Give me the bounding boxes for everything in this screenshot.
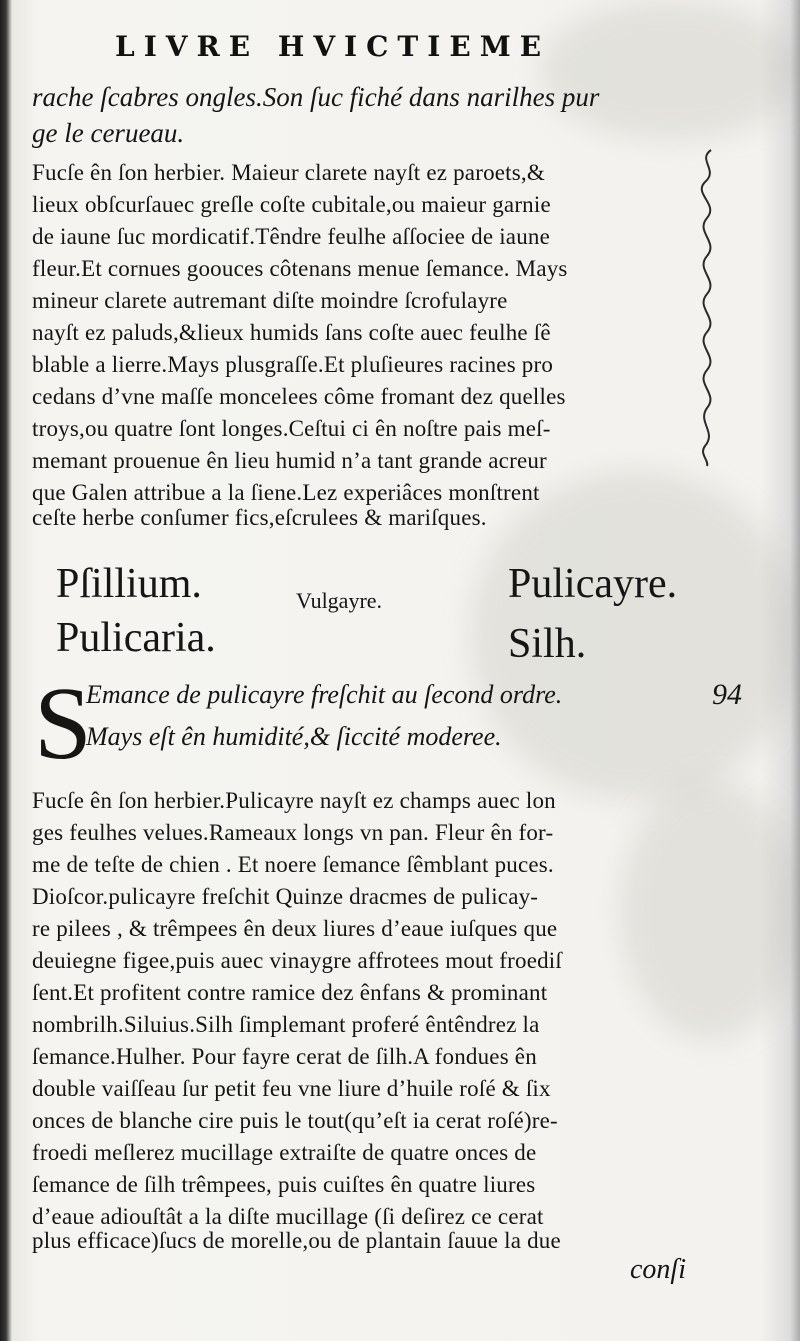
text-line: lieux obſcurſauec greſle coſte cubitale,ou maieur garnie xyxy=(32,192,551,217)
running-header: LIVRE HVICTIEME xyxy=(115,30,551,63)
page-number: 94 xyxy=(712,678,742,711)
text-line: que Galen attribue a la ſiene.Lez experiâces monſtrent xyxy=(32,480,540,505)
text-line: ges feulhes velues.Rameaux longs vn pan. Fleur ên for- xyxy=(32,820,554,845)
text-line: ceſte herbe conſumer fics,eſcrulees & mariſques. xyxy=(32,505,487,530)
page-stain xyxy=(540,0,800,140)
title-greek-name: Pſillium. xyxy=(56,561,202,607)
margin-bracket-mark xyxy=(695,148,721,468)
text-line: ſemance de ſilh trêmpees, puis cuiſtes ên quatre liures xyxy=(32,1172,536,1197)
text-line: Mays eſt ên humidité,& ſiccité moderee. xyxy=(86,722,502,751)
text-line: onces de blanche cire puis le tout(qu’eſt ia cerat roſé)re- xyxy=(32,1108,558,1133)
text-line: re pilees , & trêmpees ên deux liures d’eaue iuſques que xyxy=(32,916,558,941)
text-line: nayſt ez paluds,&lieux humids ſans coſte auec feulhe ſê xyxy=(32,320,551,345)
text-line: Fucſe ên ſon herbier.Pulicayre nayſt ez champs auec lon xyxy=(32,788,556,813)
text-line: nombrilh.Siluius.Silh ſimplemant proferé êntêndrez la xyxy=(32,1012,540,1037)
text-line: d’eaue adiouſtât a la diſte mucillage (ſi deſirez ce cerat xyxy=(32,1204,544,1229)
text-line: froedi meſlerez mucillage extraiſte de quatre onces de xyxy=(32,1140,537,1165)
text-line: double vaiſſeau ſur petit feu vne liure d’huile roſé & ſix xyxy=(32,1076,551,1101)
text-line: troys,ou quatre ſont longes.Ceſtui ci ên noſtre pais meſ- xyxy=(32,416,551,441)
page-stain xyxy=(620,780,800,1040)
text-line: blable a lierre.Mays plusgraſſe.Et pluſieures racines pro xyxy=(32,352,554,377)
text-line: de iaune ſuc mordicatif.Têndre feulhe aſſociee de iaune xyxy=(32,224,551,249)
text-line: ge le cerueau. xyxy=(32,118,185,148)
text-line: mineur clarete autremant diſte moindre ſcrofulayre xyxy=(32,288,508,313)
text-line: ſent.Et profitent contre ramice dez ênfans & prominant xyxy=(32,980,548,1005)
text-line: cedans d’vne maſſe moncelees côme fromant dez quelles xyxy=(32,384,566,409)
title-latin-name: Pulicaria. xyxy=(56,615,216,661)
text-line: Emance de pulicayre freſchit au ſecond ordre. xyxy=(86,680,563,709)
text-line: ſemance.Hulher. Pour fayre cerat de ſilh.A fondues ên xyxy=(32,1044,537,1069)
text-line: rache ſcabres ongles.Son ſuc fiché dans narilhes pur xyxy=(32,82,600,112)
title-french-name: Pulicayre. xyxy=(508,561,678,607)
title-vulgar-label: Vulgayre. xyxy=(296,588,383,613)
text-line: fleur.Et cornues goouces côtenans menue ſemance. Mays xyxy=(32,256,568,281)
title-short-name: Silh. xyxy=(508,621,587,667)
text-line: memant prouenue ên lieu humid n’a tant grande acreur xyxy=(32,448,547,473)
text-line: deuiegne figee,puis auec vinaygre affrotees mout froediſ xyxy=(32,948,562,973)
text-line: Fucſe ên ſon herbier. Maieur clarete nayſt ez paroets,& xyxy=(32,160,545,185)
text-line: plus efficace)ſucs de morelle,ou de plantain ſauue la due xyxy=(32,1228,561,1253)
catchword: conſi xyxy=(630,1254,686,1285)
text-line: Dioſcor.pulicayre freſchit Quinze dracmes de pulicay- xyxy=(32,884,539,909)
drop-cap: S xyxy=(34,666,92,781)
text-line: me de teſte de chien . Et noere ſemance ſêmblant puces. xyxy=(32,852,554,877)
